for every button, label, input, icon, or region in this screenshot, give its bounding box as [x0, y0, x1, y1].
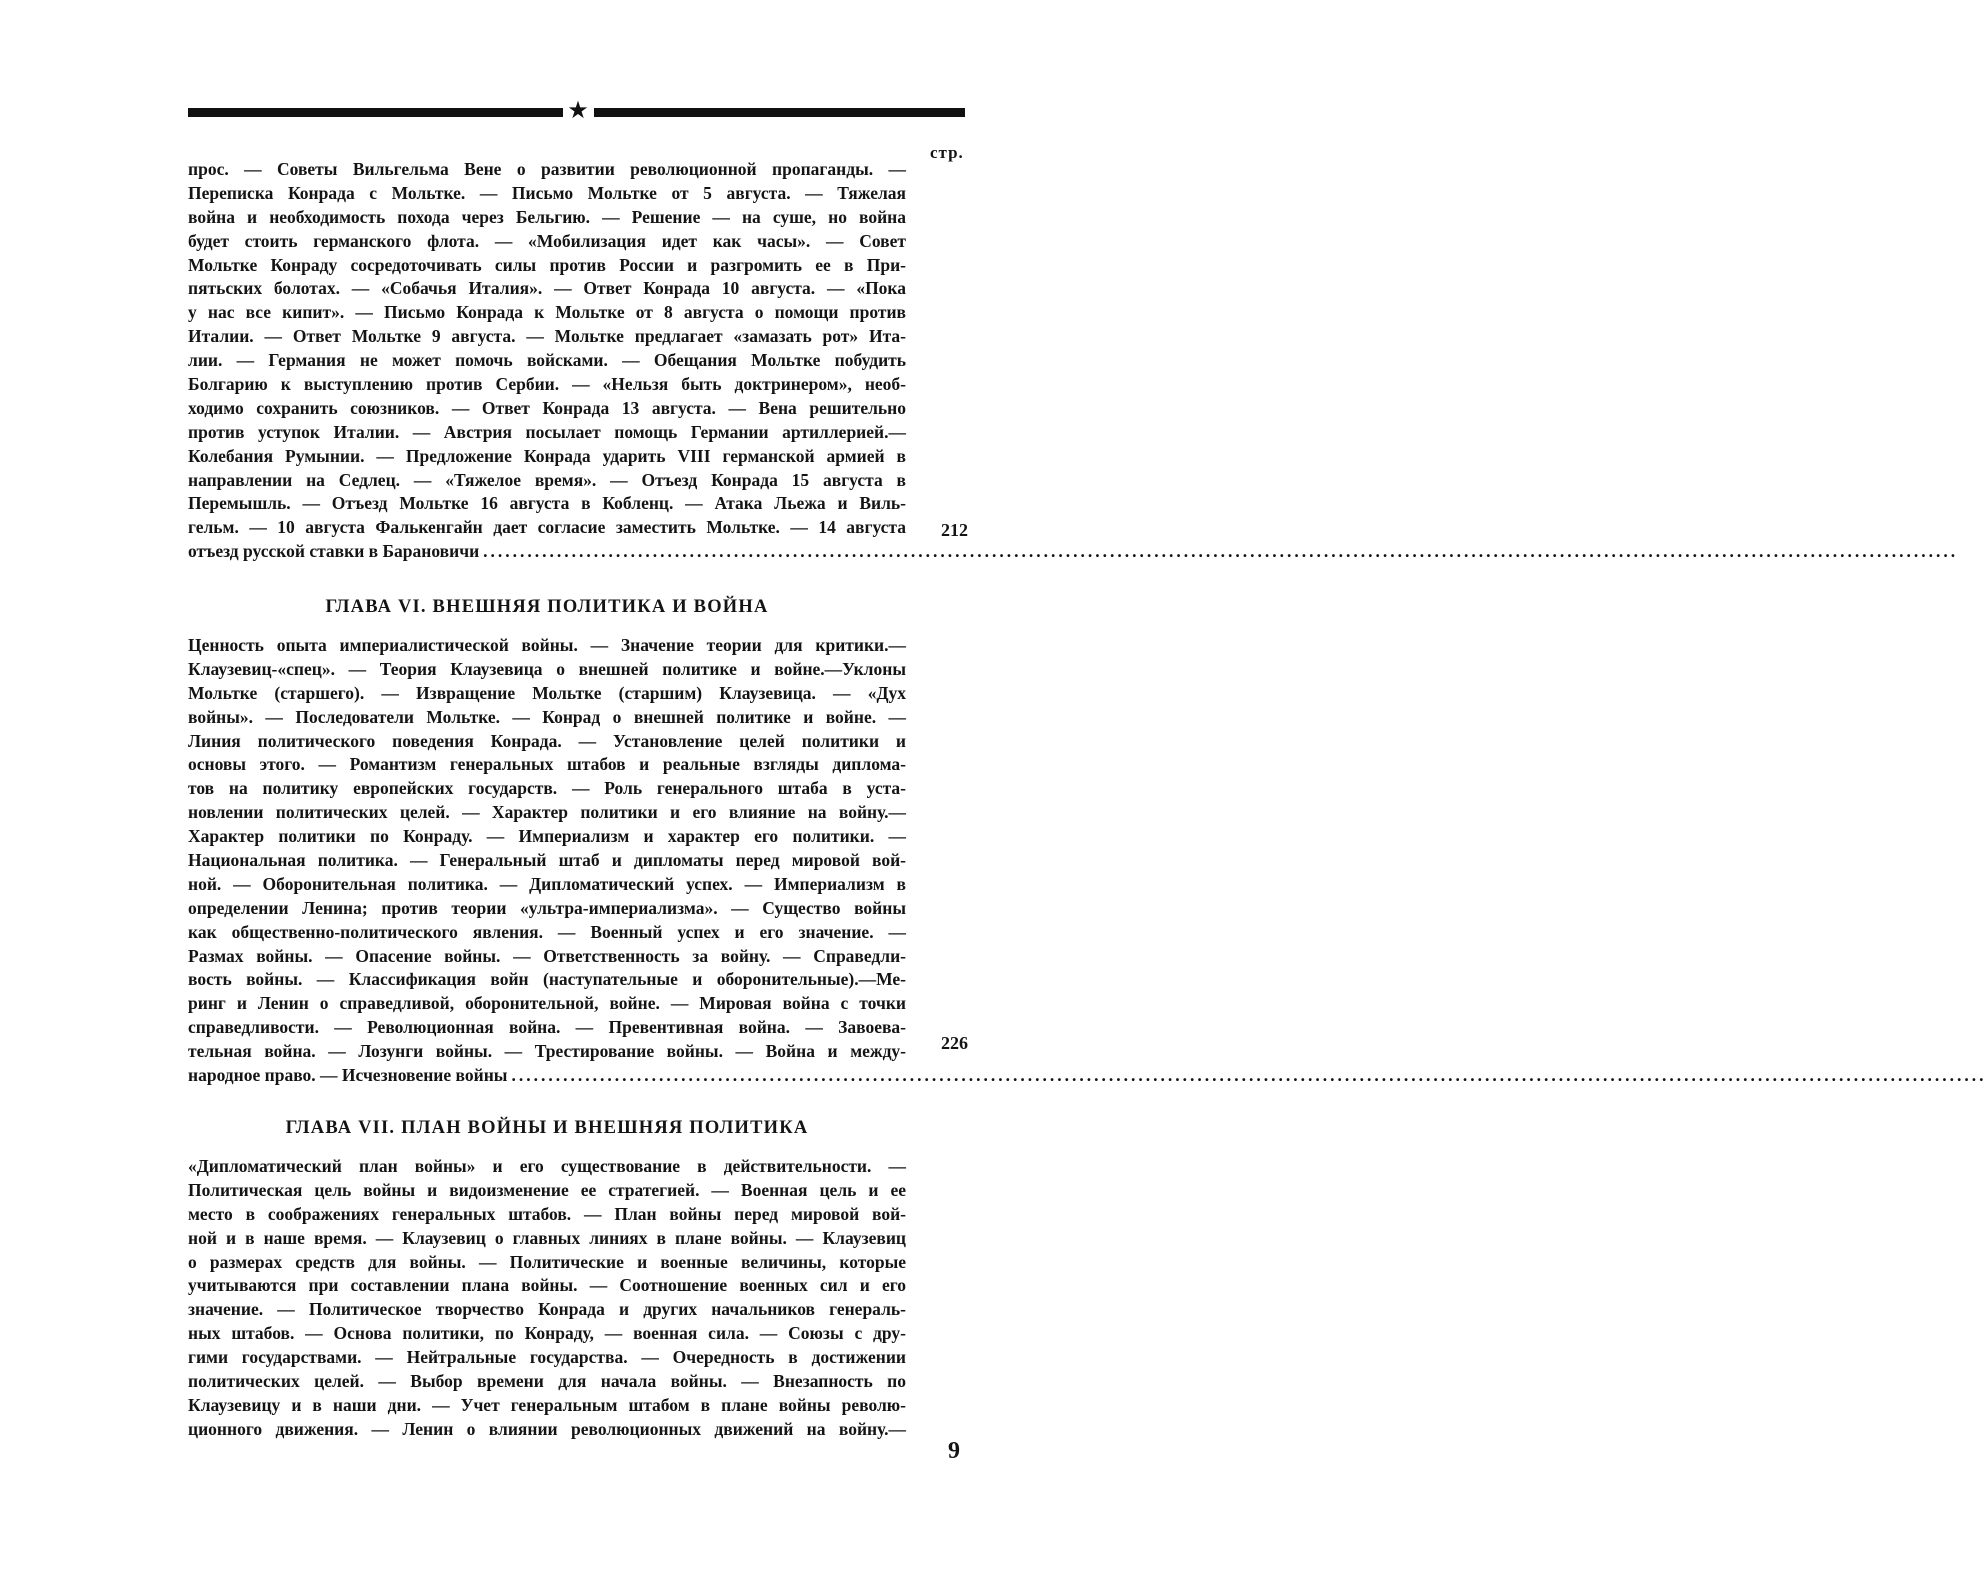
top-rule-left — [188, 108, 563, 117]
toc-line: лии. — Германия не может помочь войсками. — Обещания Мольтке побудить — [188, 350, 906, 371]
page-number-chapter-5: 212 — [941, 520, 968, 540]
toc-line: определении Ленина; против теории «ультра-империализма». — Существо войны — [188, 897, 906, 918]
toc-line: ходимо сохранить союзников. — Ответ Конрада 13 августа. — Вена решительно — [188, 397, 906, 418]
leader-dots: ........................................................................................................................................................................................................ — [511, 1065, 1986, 1086]
toc-line: Политическая цель войны и видоизменение ее стратегией. — Военная цель и ее — [188, 1179, 906, 1200]
toc-line: место в соображениях генеральных штабов. — План войны перед мировой вой- — [188, 1203, 906, 1224]
toc-line: ных штабов. — Основа политики, по Конраду, — военная сила. — Союзы с дру- — [188, 1323, 906, 1344]
toc-line: Линия политического поведения Конрада. — Установление целей политики и — [188, 730, 906, 751]
star-ornament-icon: ★ — [567, 98, 589, 124]
toc-line: тельная война. — Лозунги войны. — Трестирование войны. — Война и между- — [188, 1041, 906, 1062]
toc-line: «Дипломатический план войны» и его существование в действительности. — — [188, 1156, 906, 1176]
toc-line: Характер политики по Конраду. — Империализм и характер его политики. — — [188, 826, 906, 847]
toc-line: прос. — Советы Вильгельма Вене о развитии революционной пропаганды. — — [188, 159, 906, 179]
toc-line: Национальная политика. — Генеральный штаб и дипломаты перед мировой вой- — [188, 850, 906, 871]
toc-line: Болгарию к выступлению против Сербии. — «Нельзя быть доктринером», необ- — [188, 374, 906, 395]
toc-line: ринг и Ленин о справедливой, оборонительной, войне. — Мировая война с точки — [188, 993, 906, 1014]
toc-line: ной и в наше время. — Клаузевиц о главных линиях в плане войны. — Клаузевиц — [188, 1227, 906, 1248]
leader-dots: ........................................................................................................................................................................................................ — [483, 541, 1959, 562]
toc-line-text: народное право. — Исчезновение войны — [188, 1065, 508, 1086]
toc-line: гими государствами. — Нейтральные государства. — Очередность в достижении — [188, 1347, 906, 1368]
toc-line: основы этого. — Романтизм генеральных штабов и реальные взгляды диплома- — [188, 754, 906, 775]
toc-line: значение. — Политическое творчество Конрада и других начальников генераль- — [188, 1299, 906, 1320]
page-folio: 9 — [948, 1438, 960, 1464]
toc-line: Ценность опыта империалистической войны. — Значение теории для критики.— — [188, 635, 906, 655]
top-rule-right — [594, 108, 965, 117]
toc-line: ной. — Оборонительная политика. — Дипломатический успех. — Империализм в — [188, 873, 906, 894]
toc-line: Италии. — Ответ Мольтке 9 августа. — Мольтке предлагает «замазать рот» Ита- — [188, 326, 906, 347]
toc-line — [188, 540, 1959, 564]
toc-line: Мольтке Конраду сосредоточивать силы против России и разгромить ее в При- — [188, 254, 906, 275]
toc-line: Клаузевицу и в наши дни. — Учет генеральным штабом в плане войны револю- — [188, 1394, 906, 1415]
toc-line: у нас все кипит». — Письмо Конрада к Мольтке от 8 августа о помощи против — [188, 302, 906, 323]
toc-line: справедливости. — Революционная война. — Превентивная война. — Завоева- — [188, 1017, 906, 1038]
chapter-heading-7: ГЛАВА VII. ПЛАН ВОЙНЫ И ВНЕШНЯЯ ПОЛИТИКА — [285, 1118, 809, 1138]
toc-line: Мольтке (старшего). — Извращение Мольтке (старшим) Клаузевица. — «Дух — [188, 682, 906, 703]
toc-line: войны». — Последователи Мольтке. — Конрад о внешней политике и войне. — — [188, 706, 906, 727]
toc-line: тов на политику европейских государств. — Роль генерального штаба в уста- — [188, 778, 906, 799]
toc-line: направлении на Седлец. — «Тяжелое время». — Отъезд Конрада 15 августа в — [188, 469, 906, 490]
toc-line: гельм. — 10 августа Фалькенгайн дает согласие заместить Мольтке. — 14 августа — [188, 517, 906, 538]
toc-line: учитываются при составлении плана войны. — Соотношение военных сил и его — [188, 1275, 906, 1296]
toc-line: Перемышль. — Отъезд Мольтке 16 августа в Кобленц. — Атака Льежа и Виль- — [188, 493, 906, 514]
toc-line: новлении политических целей. — Характер политики и его влияние на войну.— — [188, 802, 906, 823]
chapter-heading-6: ГЛАВА VI. ВНЕШНЯЯ ПОЛИТИКА И ВОЙНА — [325, 597, 769, 617]
toc-line: ционного движения. — Ленин о влиянии революционных движений на войну.— — [188, 1418, 906, 1439]
toc-line: о размерах средств для войны. — Политические и военные величины, которые — [188, 1251, 906, 1272]
toc-line: как общественно-политического явления. — Военный успех и его значение. — — [188, 921, 906, 942]
toc-line: Колебания Румынии. — Предложение Конрада ударить VIII германской армией в — [188, 445, 906, 466]
page-number-chapter-6: 226 — [941, 1033, 968, 1053]
toc-line: Клаузевиц-«спец». — Теория Клаузевица о внешней политике и войне.—Уклоны — [188, 658, 906, 679]
toc-line-text: отъезд русской ставки в Барановичи — [188, 541, 480, 562]
toc-line: будет стоить германского флота. — «Мобилизация идет как часы». — Совет — [188, 230, 906, 251]
toc-line: война и необходимость похода через Бельгию. — Решение — на суше, но война — [188, 206, 906, 227]
toc-line — [188, 1064, 1986, 1088]
toc-line: вость войны. — Классификация войн (наступательные и оборонительные).—Ме- — [188, 969, 906, 990]
toc-line: политических целей. — Выбор времени для начала войны. — Внезапность по — [188, 1371, 906, 1392]
page-column-label: стр. — [930, 143, 964, 162]
toc-entry-chapter-7 — [188, 1155, 906, 1442]
toc-line: Переписка Конрада с Мольтке. — Письмо Мольтке от 5 августа. — Тяжелая — [188, 182, 906, 203]
toc-line: против уступок Италии. — Австрия посылает помощь Германии артиллерией.— — [188, 421, 906, 442]
toc-line: пятьских болотах. — «Собачья Италия». — Ответ Конрада 10 августа. — «Пока — [188, 278, 906, 299]
toc-line: Размах войны. — Опасение войны. — Ответственность за войну. — Справедли- — [188, 945, 906, 966]
